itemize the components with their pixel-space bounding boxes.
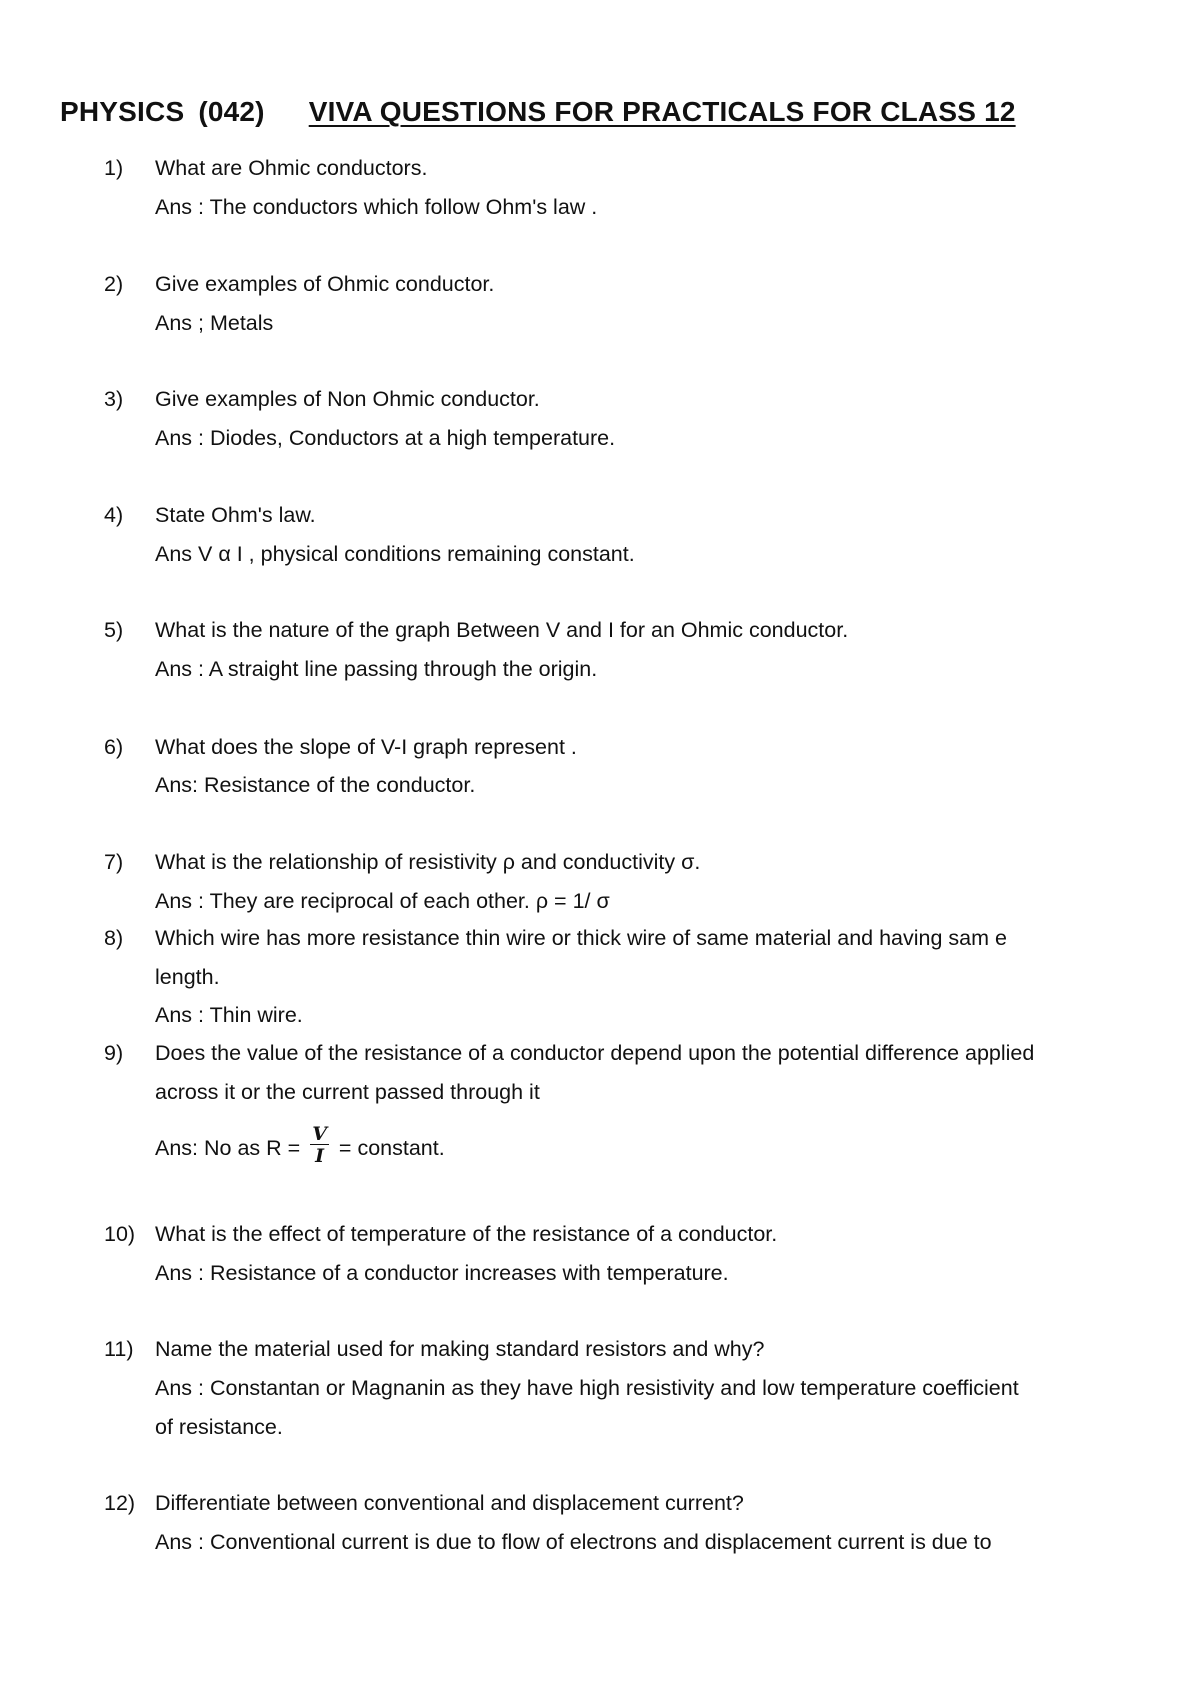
question-text: What does the slope of V-I graph represent .: [155, 735, 577, 759]
question-text: What is the relationship of resistivity ρ and conductivity σ.: [155, 850, 701, 874]
answer-text: Ans ; Metals: [155, 311, 274, 335]
question-number: 8): [104, 926, 124, 950]
question-text: Name the material used for making standard resistors and why?: [155, 1337, 765, 1361]
question-number: 12): [104, 1491, 136, 1515]
answer-text: Ans : Conventional current is due to flow of electrons and displacement current is due to: [155, 1530, 992, 1554]
question-text: What are Ohmic conductors.: [155, 156, 428, 180]
subject-code: (042): [198, 96, 265, 127]
document-heading: VIVA QUESTIONS FOR PRACTICALS FOR CLASS 12: [308, 96, 1016, 127]
answer-text: Ans: Resistance of the conductor.: [155, 773, 476, 797]
question-number: 4): [104, 503, 124, 527]
answer-text: Ans : Thin wire.: [155, 1003, 303, 1027]
answer-text: Ans V α I , physical conditions remaining constant.: [155, 542, 635, 566]
question-number: 10): [104, 1222, 136, 1246]
fraction-denominator: I: [315, 1145, 324, 1167]
answer-text: Ans : A straight line passing through the origin.: [155, 657, 598, 681]
answer-suffix: = constant.: [338, 1136, 445, 1161]
answer-text: Ans : The conductors which follow Ohm's law .: [155, 195, 598, 219]
answer-text: Ans : Resistance of a conductor increases with temperature.: [155, 1261, 729, 1285]
question-text: What is the effect of temperature of the resistance of a conductor.: [155, 1222, 778, 1246]
question-number: 2): [104, 272, 124, 296]
question-number: 11): [104, 1337, 134, 1361]
question-text: length.: [155, 965, 220, 989]
question-text: State Ohm's law.: [155, 503, 316, 527]
question-number: 1): [104, 156, 124, 180]
question-number: 3): [104, 387, 124, 411]
question-number: 9): [104, 1041, 124, 1065]
answer-text: Ans : They are reciprocal of each other. ρ = 1/ σ: [155, 889, 610, 913]
question-text: What is the nature of the graph Between V and I for an Ohmic conductor.: [155, 618, 849, 642]
answer-text: [155, 1123, 1155, 1171]
question-number: 5): [104, 618, 124, 642]
answer-prefix: Ans: No as R =: [155, 1136, 301, 1161]
answer-text: Ans : Diodes, Conductors at a high temperature.: [155, 426, 616, 450]
fraction-v-over-i: [310, 1124, 329, 1167]
question-text: Does the value of the resistance of a conductor depend upon the potential difference applied: [155, 1041, 1035, 1065]
question-text: Differentiate between conventional and displacement current?: [155, 1491, 744, 1515]
fraction-numerator: V: [312, 1123, 327, 1145]
question-number: 6): [104, 735, 124, 759]
question-text: Give examples of Non Ohmic conductor.: [155, 387, 540, 411]
question-text: Give examples of Ohmic conductor.: [155, 272, 495, 296]
page-title: [60, 96, 1016, 128]
answer-text: Ans : Constantan or Magnanin as they have high resistivity and low temperature coefficient: [155, 1376, 1019, 1400]
question-text: across it or the current passed through it: [155, 1080, 540, 1104]
subject-label: PHYSICS: [60, 96, 185, 127]
question-text: Which wire has more resistance thin wire or thick wire of same material and having sam e: [155, 926, 1007, 950]
question-number: 7): [104, 850, 124, 874]
answer-text: of resistance.: [155, 1415, 283, 1439]
